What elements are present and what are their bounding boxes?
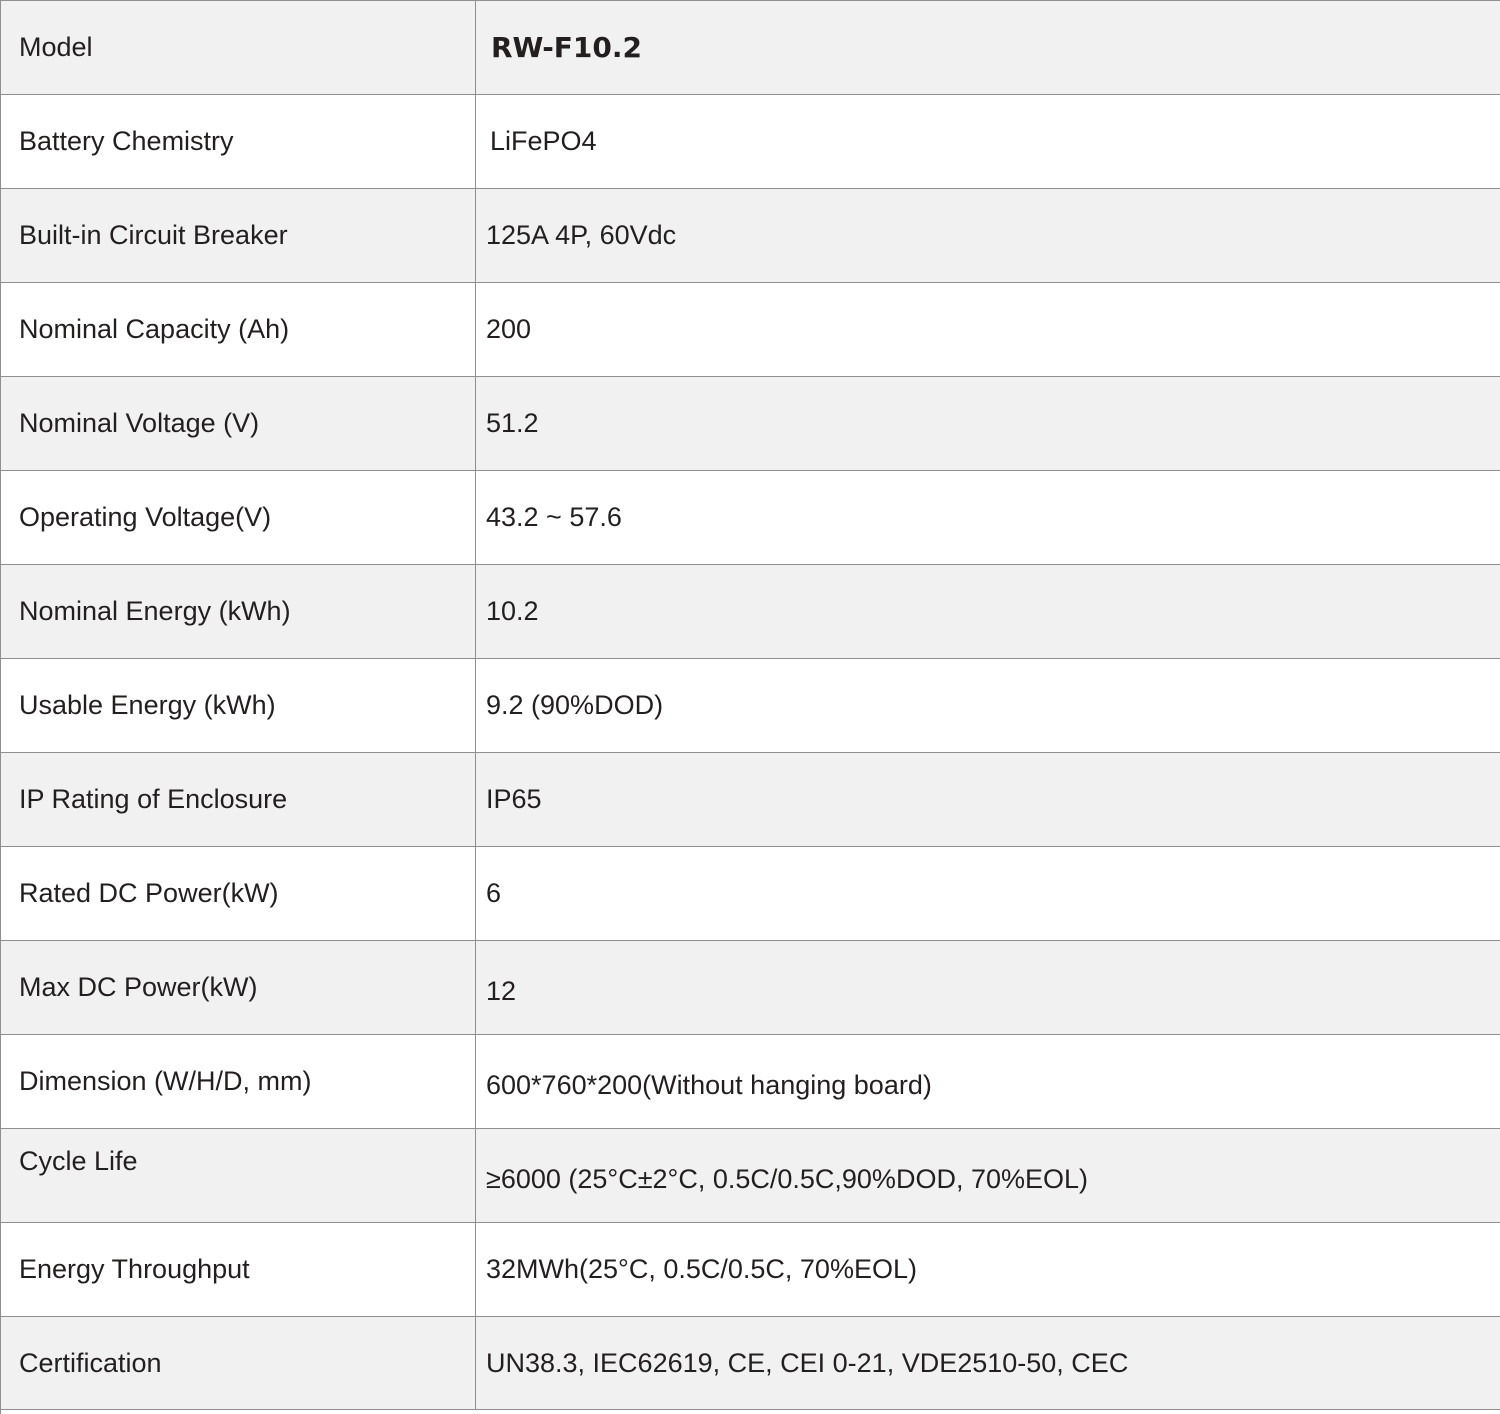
table-row-cycle-life: [1, 1129, 1500, 1223]
row-value: 12: [486, 976, 517, 1006]
row-label: Rated DC Power(kW): [1, 847, 476, 940]
table-row-rated-dc-power: [1, 847, 1500, 941]
row-value: 10.2: [486, 596, 539, 626]
row-value: 600*760*200(Without hanging board): [486, 1070, 932, 1100]
table-row-certification: [1, 1317, 1500, 1410]
row-label: IP Rating of Enclosure: [1, 753, 476, 846]
table-row-nominal-energy: [1, 565, 1500, 659]
row-value: IP65: [486, 784, 542, 814]
row-label: Energy Throughput: [1, 1223, 476, 1316]
row-label: Built-in Circuit Breaker: [1, 189, 476, 282]
table-row-dimension: [1, 1035, 1500, 1129]
row-label: Max DC Power(kW): [1, 941, 476, 1034]
row-value: 51.2: [486, 408, 539, 438]
row-label: Usable Energy (kWh): [1, 659, 476, 752]
row-label: Dimension (W/H/D, mm): [1, 1035, 476, 1128]
table-row-circuit-breaker: [1, 189, 1500, 283]
table-row-max-dc-power: [1, 941, 1500, 1035]
row-label: Cycle Life: [1, 1129, 476, 1222]
row-label: Model: [1, 1, 476, 94]
row-value: 6: [486, 878, 502, 908]
table-row-energy-throughput: [1, 1223, 1500, 1317]
row-value: 43.2 ~ 57.6: [486, 502, 622, 532]
row-label: Nominal Energy (kWh): [1, 565, 476, 658]
row-value: 200: [486, 314, 532, 344]
row-label: Certification: [1, 1317, 476, 1409]
table-row-ip-rating: [1, 753, 1500, 847]
row-value: UN38.3, IEC62619, CE, CEI 0-21, VDE2510-50, CEC: [486, 1347, 1129, 1378]
table-row-nominal-voltage: [1, 377, 1500, 471]
row-value: LiFePO4: [490, 126, 597, 156]
table-row-operating-voltage: [1, 471, 1500, 565]
table-row-model: [1, 1, 1500, 95]
row-label: Nominal Voltage (V): [1, 377, 476, 470]
row-value: 125A 4P, 60Vdc: [486, 220, 677, 250]
table-row-battery-chemistry: [1, 95, 1500, 189]
row-value: 32MWh(25°C, 0.5C/0.5C, 70%EOL): [486, 1254, 917, 1284]
row-label: Operating Voltage(V): [1, 471, 476, 564]
row-label: Battery Chemistry: [1, 95, 476, 188]
table-row-nominal-capacity: [1, 283, 1500, 377]
row-value: ≥6000 (25°C±2°C, 0.5C/0.5C,90%DOD, 70%EOL): [486, 1164, 1089, 1194]
row-value-model: RW-F10.2: [491, 30, 643, 64]
row-value: 9.2 (90%DOD): [486, 690, 664, 720]
row-label: Nominal Capacity (Ah): [1, 283, 476, 376]
table-row-usable-energy: [1, 659, 1500, 753]
